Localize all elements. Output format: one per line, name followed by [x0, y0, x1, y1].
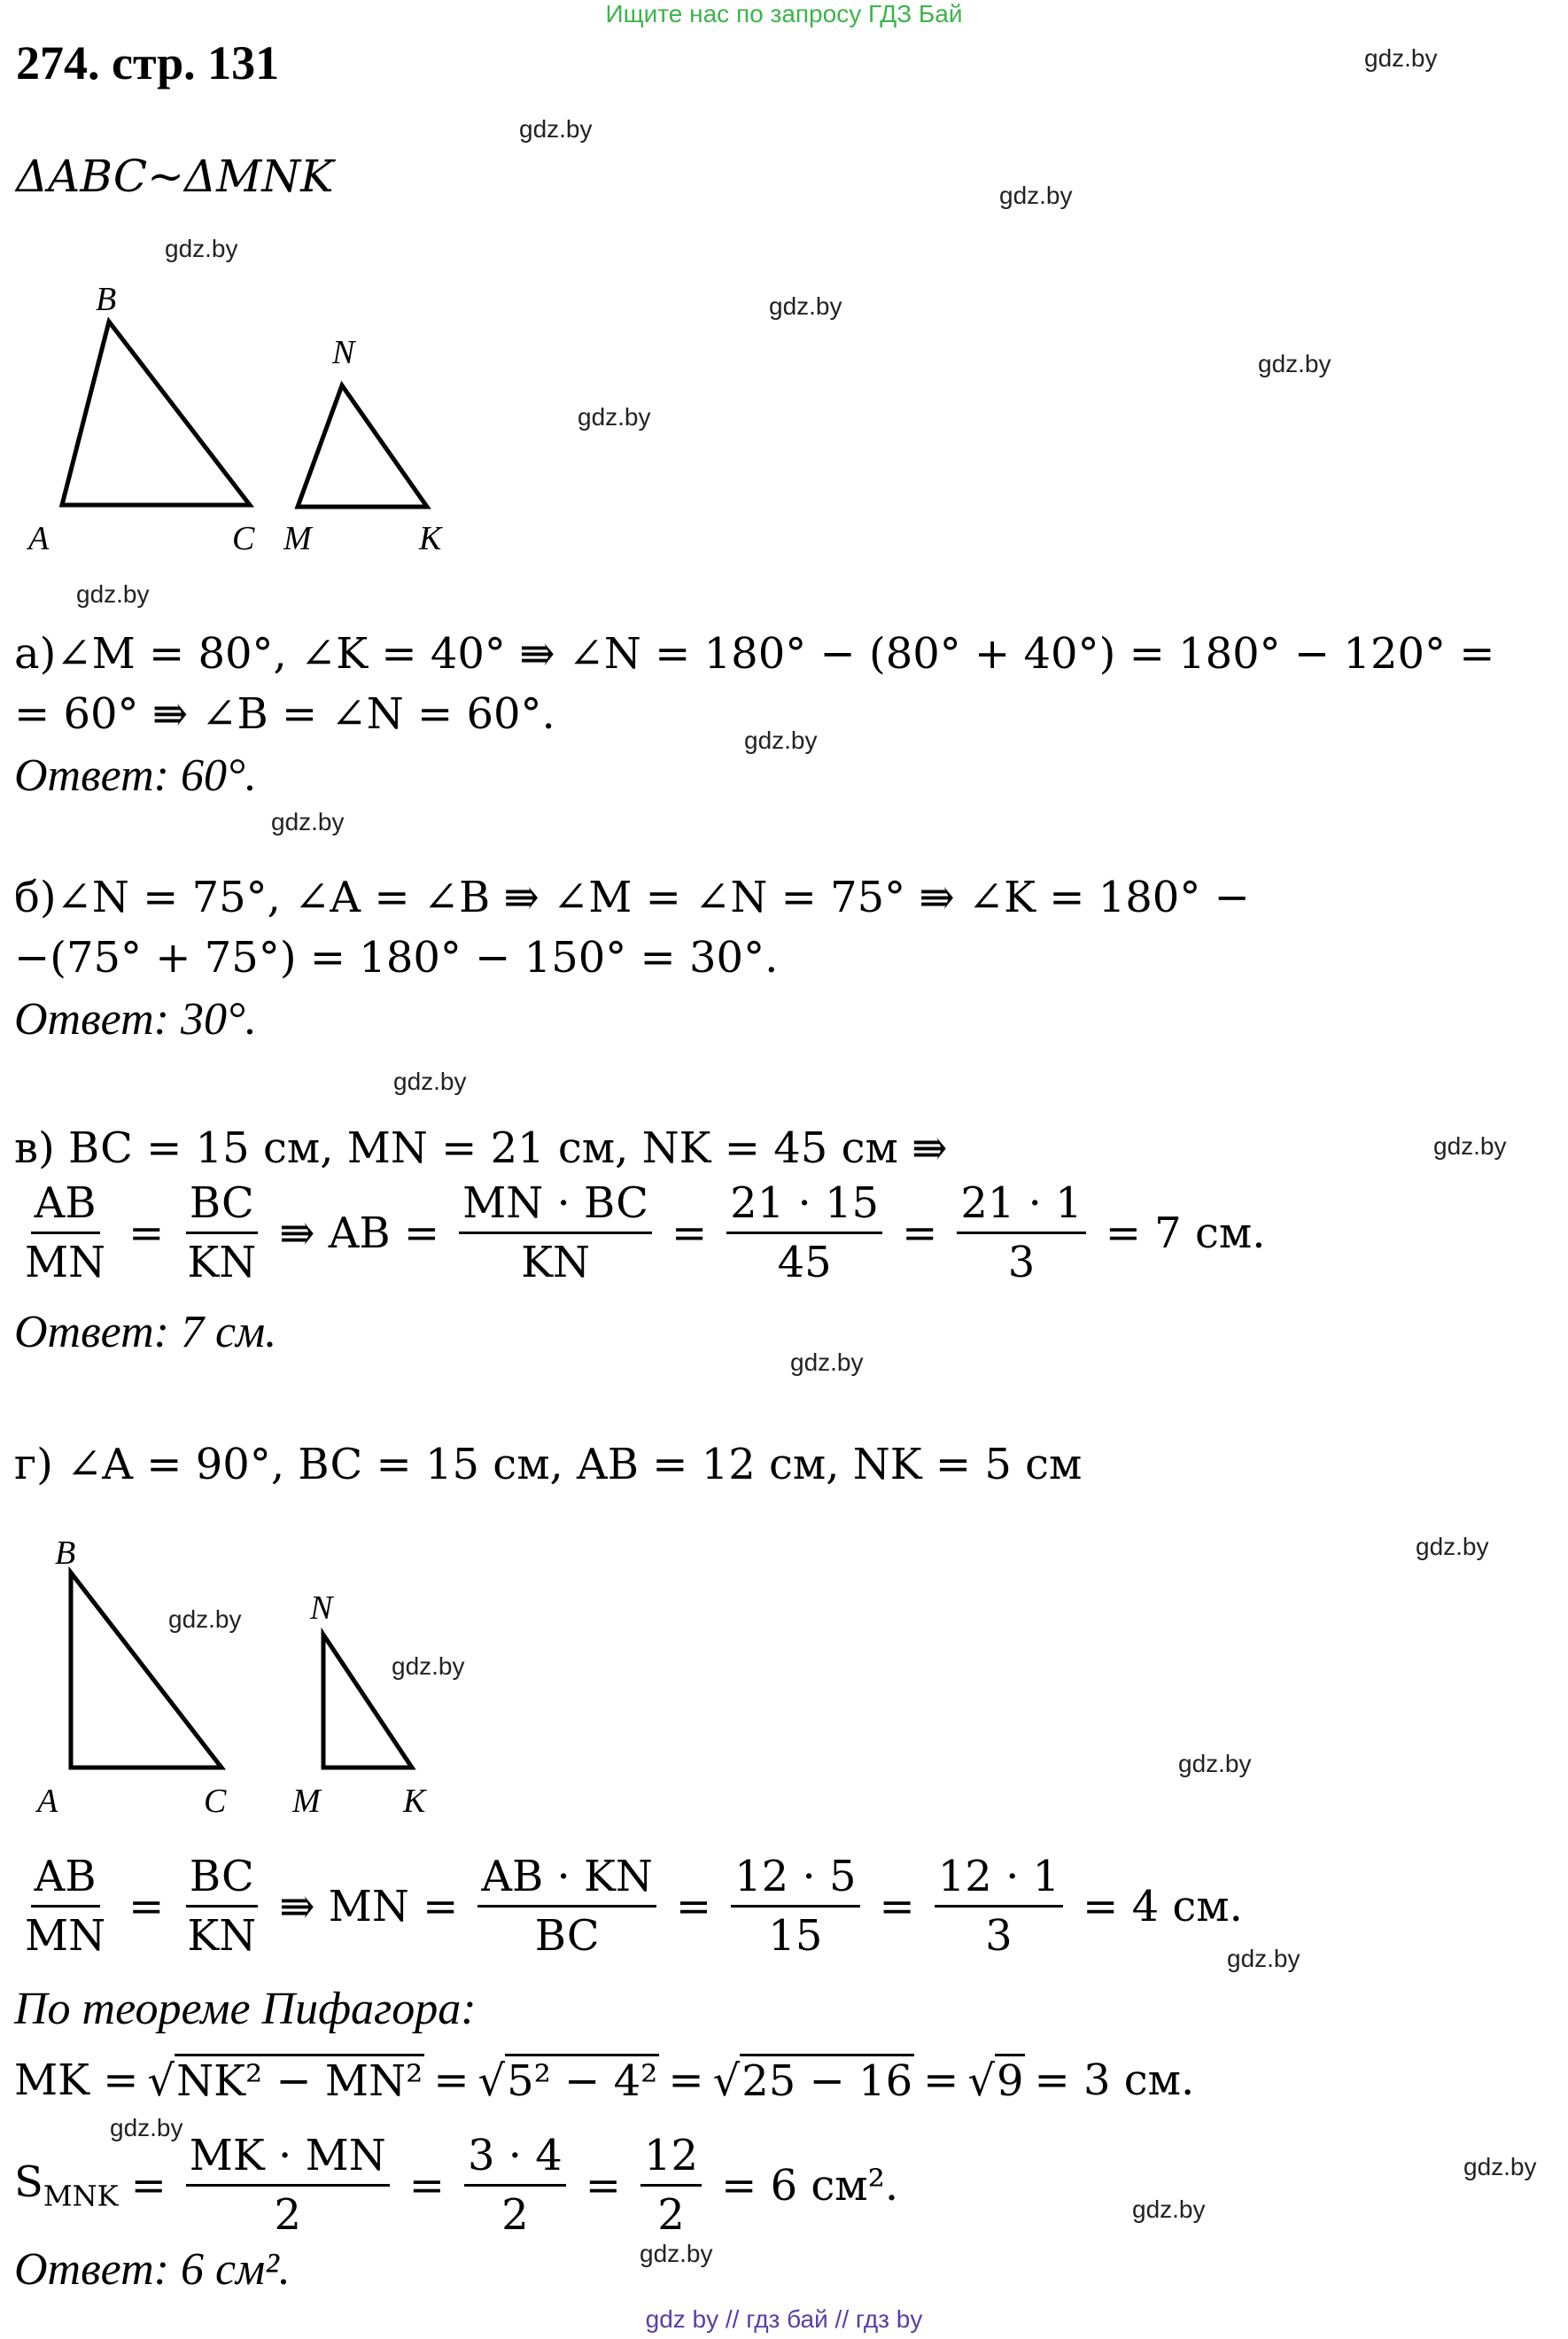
fraction: $\frac{AB}{MN}$ — [25, 1178, 106, 1287]
watermark: gdz.by — [1364, 44, 1438, 72]
label-b: B — [55, 1535, 76, 1572]
fraction: $\frac{21 \cdot 15}{45}$ — [726, 1178, 882, 1287]
watermark: gdz.by — [744, 727, 818, 754]
watermark: gdz.by — [168, 1605, 242, 1633]
watermark: gdz.by — [1463, 2153, 1537, 2180]
fraction: $\frac{MN \cdot BC}{KN}$ — [459, 1178, 652, 1287]
watermark: gdz.by — [1433, 1132, 1507, 1160]
label-c: C — [232, 520, 255, 557]
part-g-answer: Ответ: 6 см². — [14, 2244, 291, 2295]
part-v-proportion: $\frac{AB}{MN}$ = $\frac{BC}{KN}$ ⇛ AB = $\frac{MN \cdot BC}{KN}$ = $\frac{21 \cdot 15}{45}$ = $\frac{21 \cdot 1}{3}$ = 7 см. — [14, 1178, 1265, 1287]
part-a-answer: Ответ: 60°. — [14, 750, 257, 801]
fraction: $\frac{21 \cdot 1}{3}$ — [957, 1178, 1085, 1287]
watermark: gdz.by — [790, 1348, 864, 1376]
part-v-answer: Ответ: 7 см. — [14, 1307, 277, 1357]
mk-equation: MK = √NK² − MN² = √5² − 4² = √25 − 16 = √9 = 3 см. — [14, 2055, 1195, 2106]
part-b-line-1: б)∠N = 75°, ∠A = ∠B ⇛ ∠M = ∠N = 75° ⇛ ∠K = 180° − — [14, 873, 1250, 922]
triangles-figure-1 — [18, 275, 478, 567]
part-b-answer: Ответ: 30°. — [14, 994, 257, 1045]
page-title: 274. стр. 131 — [16, 36, 280, 89]
fraction: $\frac{BC}{KN}$ — [187, 1178, 257, 1287]
fraction: $\frac{12 \cdot 1}{3}$ — [935, 1852, 1063, 1961]
triangle-abc — [71, 1573, 221, 1768]
watermark: gdz.by — [578, 403, 651, 431]
part-a-line-2: = 60° ⇛ ∠B = ∠N = 60°. — [14, 689, 555, 739]
fraction: $\frac{3 \cdot 4}{2}$ — [464, 2131, 566, 2240]
part-g-proportion: $\frac{AB}{MN}$ = $\frac{BC}{KN}$ ⇛ MN = $\frac{AB \cdot KN}{BC}$ = $\frac{12 \cdot 5}{15}$ = $\frac{12 \cdot 1}{3}$ = 4 см. — [14, 1852, 1243, 1961]
label-m: M — [292, 1783, 321, 1820]
part-a-line-1: а)∠M = 80°, ∠K = 40° ⇛ ∠N = 180° − (80° + 40°) = 180° − 120° = — [14, 629, 1495, 679]
triangle-mnk — [298, 385, 427, 507]
watermark: gdz.by — [1227, 1945, 1300, 1972]
part-v-line-1: в) BC = 15 см, MN = 21 см, NK = 45 см ⇛ — [14, 1123, 948, 1173]
watermark: gdz.by — [999, 182, 1073, 209]
watermark: gdz.by — [769, 292, 842, 320]
footer-links[interactable]: gdz by // гдз бай // гдз by — [645, 2305, 923, 2333]
watermark: gdz.by — [519, 115, 593, 143]
label-b: B — [96, 281, 117, 318]
fraction: $\frac{BC}{KN}$ — [187, 1852, 257, 1961]
watermark: gdz.by — [640, 2240, 713, 2267]
watermark: gdz.by — [1258, 350, 1331, 377]
label-n: N — [332, 334, 355, 371]
similarity-statement: ΔABC~ΔMNK — [16, 151, 334, 202]
fraction: $\frac{AB \cdot KN}{BC}$ — [477, 1852, 656, 1961]
watermark: gdz.by — [110, 2114, 183, 2141]
fraction: $\frac{MK \cdot MN}{2}$ — [186, 2131, 390, 2240]
fraction: $\frac{12 \cdot 5}{15}$ — [731, 1852, 859, 1961]
fraction: $\frac{12}{2}$ — [640, 2131, 702, 2240]
triangle-mnk — [323, 1635, 412, 1768]
label-a: A — [28, 520, 50, 557]
watermark: gdz.by — [392, 1652, 465, 1680]
top-banner[interactable]: Ищите нас по запросу ГДЗ Бай — [605, 0, 963, 27]
label-k: K — [403, 1783, 426, 1820]
label-n: N — [310, 1589, 333, 1627]
label-k: K — [419, 520, 442, 557]
watermark: gdz.by — [76, 580, 150, 608]
watermark: gdz.by — [1178, 1750, 1252, 1777]
label-c: C — [204, 1783, 227, 1820]
pythagoras-caption: По теореме Пифагора: — [14, 1984, 477, 2034]
watermark: gdz.by — [393, 1068, 467, 1095]
fraction: $\frac{AB}{MN}$ — [25, 1852, 106, 1961]
label-m: M — [283, 520, 312, 557]
triangles-figure-2 — [18, 1519, 478, 1830]
watermark: gdz.by — [271, 808, 345, 835]
label-a: A — [37, 1783, 58, 1820]
triangle-abc — [62, 322, 250, 505]
part-b-line-2: −(75° + 75°) = 180° − 150° = 30°. — [14, 933, 779, 983]
watermark: gdz.by — [165, 235, 238, 262]
area-equation: $S_{MNK}$ = $\frac{MK \cdot MN}{2}$ = $\frac{3 \cdot 4}{2}$ = $\frac{12}{2}$ = 6 см². — [14, 2131, 899, 2240]
part-g-line-1: г) ∠A = 90°, BC = 15 см, AB = 12 см, NK = 5 см — [14, 1440, 1083, 1489]
watermark: gdz.by — [1132, 2195, 1206, 2223]
watermark: gdz.by — [1416, 1533, 1489, 1560]
